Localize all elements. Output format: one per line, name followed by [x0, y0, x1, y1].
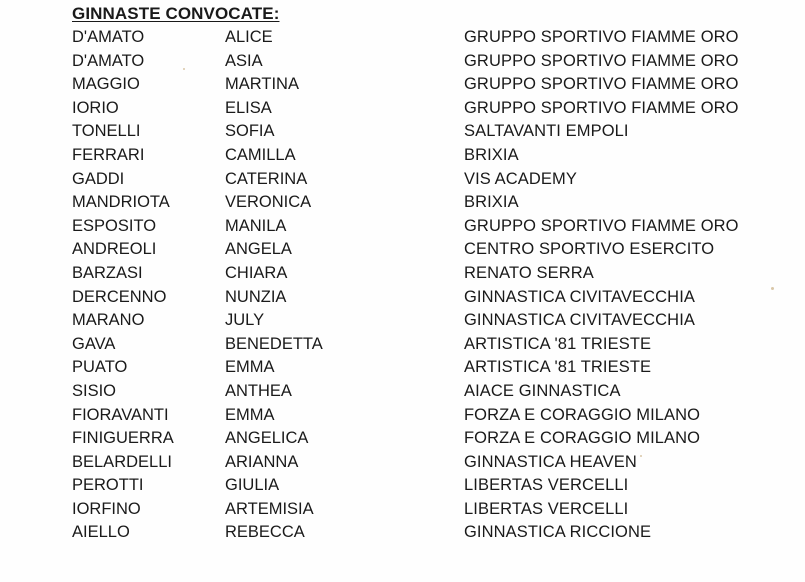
athlete-club: VIS ACADEMY: [464, 169, 577, 188]
athlete-club: FORZA E CORAGGIO MILANO: [464, 405, 701, 424]
athlete-row: [0, 521, 805, 545]
athlete-row: [0, 215, 805, 239]
athlete-surname: ESPOSITO: [72, 216, 157, 235]
athlete-club: AIACE GINNASTICA: [464, 381, 621, 400]
athlete-first-name: CHIARA: [225, 263, 288, 282]
athlete-surname: TONELLI: [72, 122, 141, 141]
athlete-surname: GAVA: [72, 334, 116, 353]
athlete-row: [0, 286, 805, 310]
athlete-first-name: ANTHEA: [225, 381, 292, 400]
athlete-first-name: ASIA: [225, 51, 263, 70]
athlete-surname: AIELLO: [72, 523, 130, 542]
athlete-surname: MARANO: [72, 311, 145, 330]
athlete-club: GRUPPO SPORTIVO FIAMME ORO: [464, 28, 739, 46]
athlete-row: [0, 333, 805, 357]
athlete-club: CENTRO SPORTIVO ESERCITO: [464, 240, 715, 259]
athlete-row: [0, 144, 805, 168]
athlete-row: [0, 97, 805, 121]
athlete-club: SALTAVANTI EMPOLI: [464, 122, 629, 141]
athlete-first-name: ARTEMISIA: [225, 499, 314, 518]
athlete-club: FORZA E CORAGGIO MILANO: [464, 429, 701, 448]
athlete-list: [0, 26, 805, 545]
athlete-first-name: CATERINA: [225, 169, 308, 188]
athlete-club: LIBERTAS VERCELLI: [464, 476, 629, 495]
athlete-first-name: NUNZIA: [225, 287, 287, 306]
athlete-club: BRIXIA: [464, 193, 519, 212]
athlete-first-name: EMMA: [225, 358, 275, 377]
athlete-first-name: GIULIA: [225, 476, 280, 495]
athlete-row: [0, 238, 805, 262]
athlete-row: [0, 168, 805, 192]
paper-speck: [183, 68, 185, 70]
athlete-surname: BARZASI: [72, 263, 143, 282]
athlete-row: [0, 120, 805, 144]
athlete-surname: FERRARI: [72, 145, 145, 164]
athlete-row: [0, 356, 805, 380]
athlete-club: GRUPPO SPORTIVO FIAMME ORO: [464, 98, 739, 117]
athlete-row: [0, 50, 805, 74]
athlete-first-name: EMMA: [225, 405, 275, 424]
athlete-surname: D'AMATO: [72, 28, 145, 46]
athlete-first-name: MARTINA: [225, 75, 299, 94]
athlete-first-name: ANGELICA: [225, 429, 309, 448]
document-heading: GINNASTE CONVOCATE:: [72, 4, 280, 23]
athlete-row: [0, 191, 805, 215]
athlete-surname: FINIGUERRA: [72, 429, 174, 448]
athlete-row: [0, 427, 805, 451]
athlete-row: [0, 380, 805, 404]
athlete-row: [0, 498, 805, 522]
athlete-surname: IORFINO: [72, 499, 141, 518]
athlete-club: GINNASTICA CIVITAVECCHIA: [464, 287, 695, 306]
athlete-surname: FIORAVANTI: [72, 405, 169, 424]
athlete-surname: BELARDELLI: [72, 452, 172, 471]
athlete-surname: PEROTTI: [72, 476, 144, 495]
athlete-surname: GADDI: [72, 169, 125, 188]
athlete-surname: ANDREOLI: [72, 240, 157, 259]
athlete-row: [0, 73, 805, 97]
athlete-surname: PUATO: [72, 358, 128, 377]
athlete-row: [0, 474, 805, 498]
athlete-first-name: ELISA: [225, 98, 272, 117]
athlete-first-name: ANGELA: [225, 240, 292, 259]
athlete-club: LIBERTAS VERCELLI: [464, 499, 629, 518]
athlete-club: GINNASTICA HEAVEN: [464, 452, 637, 471]
athlete-surname: SISIO: [72, 381, 117, 400]
paper-speck: [640, 455, 642, 457]
paper-speck: [771, 287, 774, 290]
athlete-row: [0, 262, 805, 286]
athlete-first-name: VERONICA: [225, 193, 312, 212]
athlete-club: BRIXIA: [464, 145, 519, 164]
athlete-first-name: CAMILLA: [225, 145, 296, 164]
athlete-row: [0, 309, 805, 333]
athlete-first-name: JULY: [225, 311, 265, 330]
athlete-club: GRUPPO SPORTIVO FIAMME ORO: [464, 75, 739, 94]
athlete-surname: D'AMATO: [72, 51, 145, 70]
athlete-club: GRUPPO SPORTIVO FIAMME ORO: [464, 51, 739, 70]
athlete-club: GINNASTICA CIVITAVECCHIA: [464, 311, 695, 330]
athlete-club: RENATO SERRA: [464, 263, 594, 282]
athlete-club: GRUPPO SPORTIVO FIAMME ORO: [464, 216, 739, 235]
athlete-surname: MAGGIO: [72, 75, 140, 94]
athlete-first-name: SOFIA: [225, 122, 275, 141]
athlete-first-name: REBECCA: [225, 523, 305, 542]
athlete-first-name: BENEDETTA: [225, 334, 323, 353]
athlete-first-name: MANILA: [225, 216, 287, 235]
athlete-row: [0, 404, 805, 428]
athlete-surname: DERCENNO: [72, 287, 167, 306]
athlete-first-name: ALICE: [225, 28, 273, 46]
athlete-surname: MANDRIOTA: [72, 193, 170, 212]
athlete-first-name: ARIANNA: [225, 452, 299, 471]
athlete-surname: IORIO: [72, 98, 119, 117]
athlete-club: GINNASTICA RICCIONE: [464, 523, 652, 542]
athlete-club: ARTISTICA '81 TRIESTE: [464, 334, 652, 353]
athlete-club: ARTISTICA '81 TRIESTE: [464, 358, 652, 377]
athlete-row: [0, 451, 805, 475]
athlete-row: [0, 26, 805, 50]
